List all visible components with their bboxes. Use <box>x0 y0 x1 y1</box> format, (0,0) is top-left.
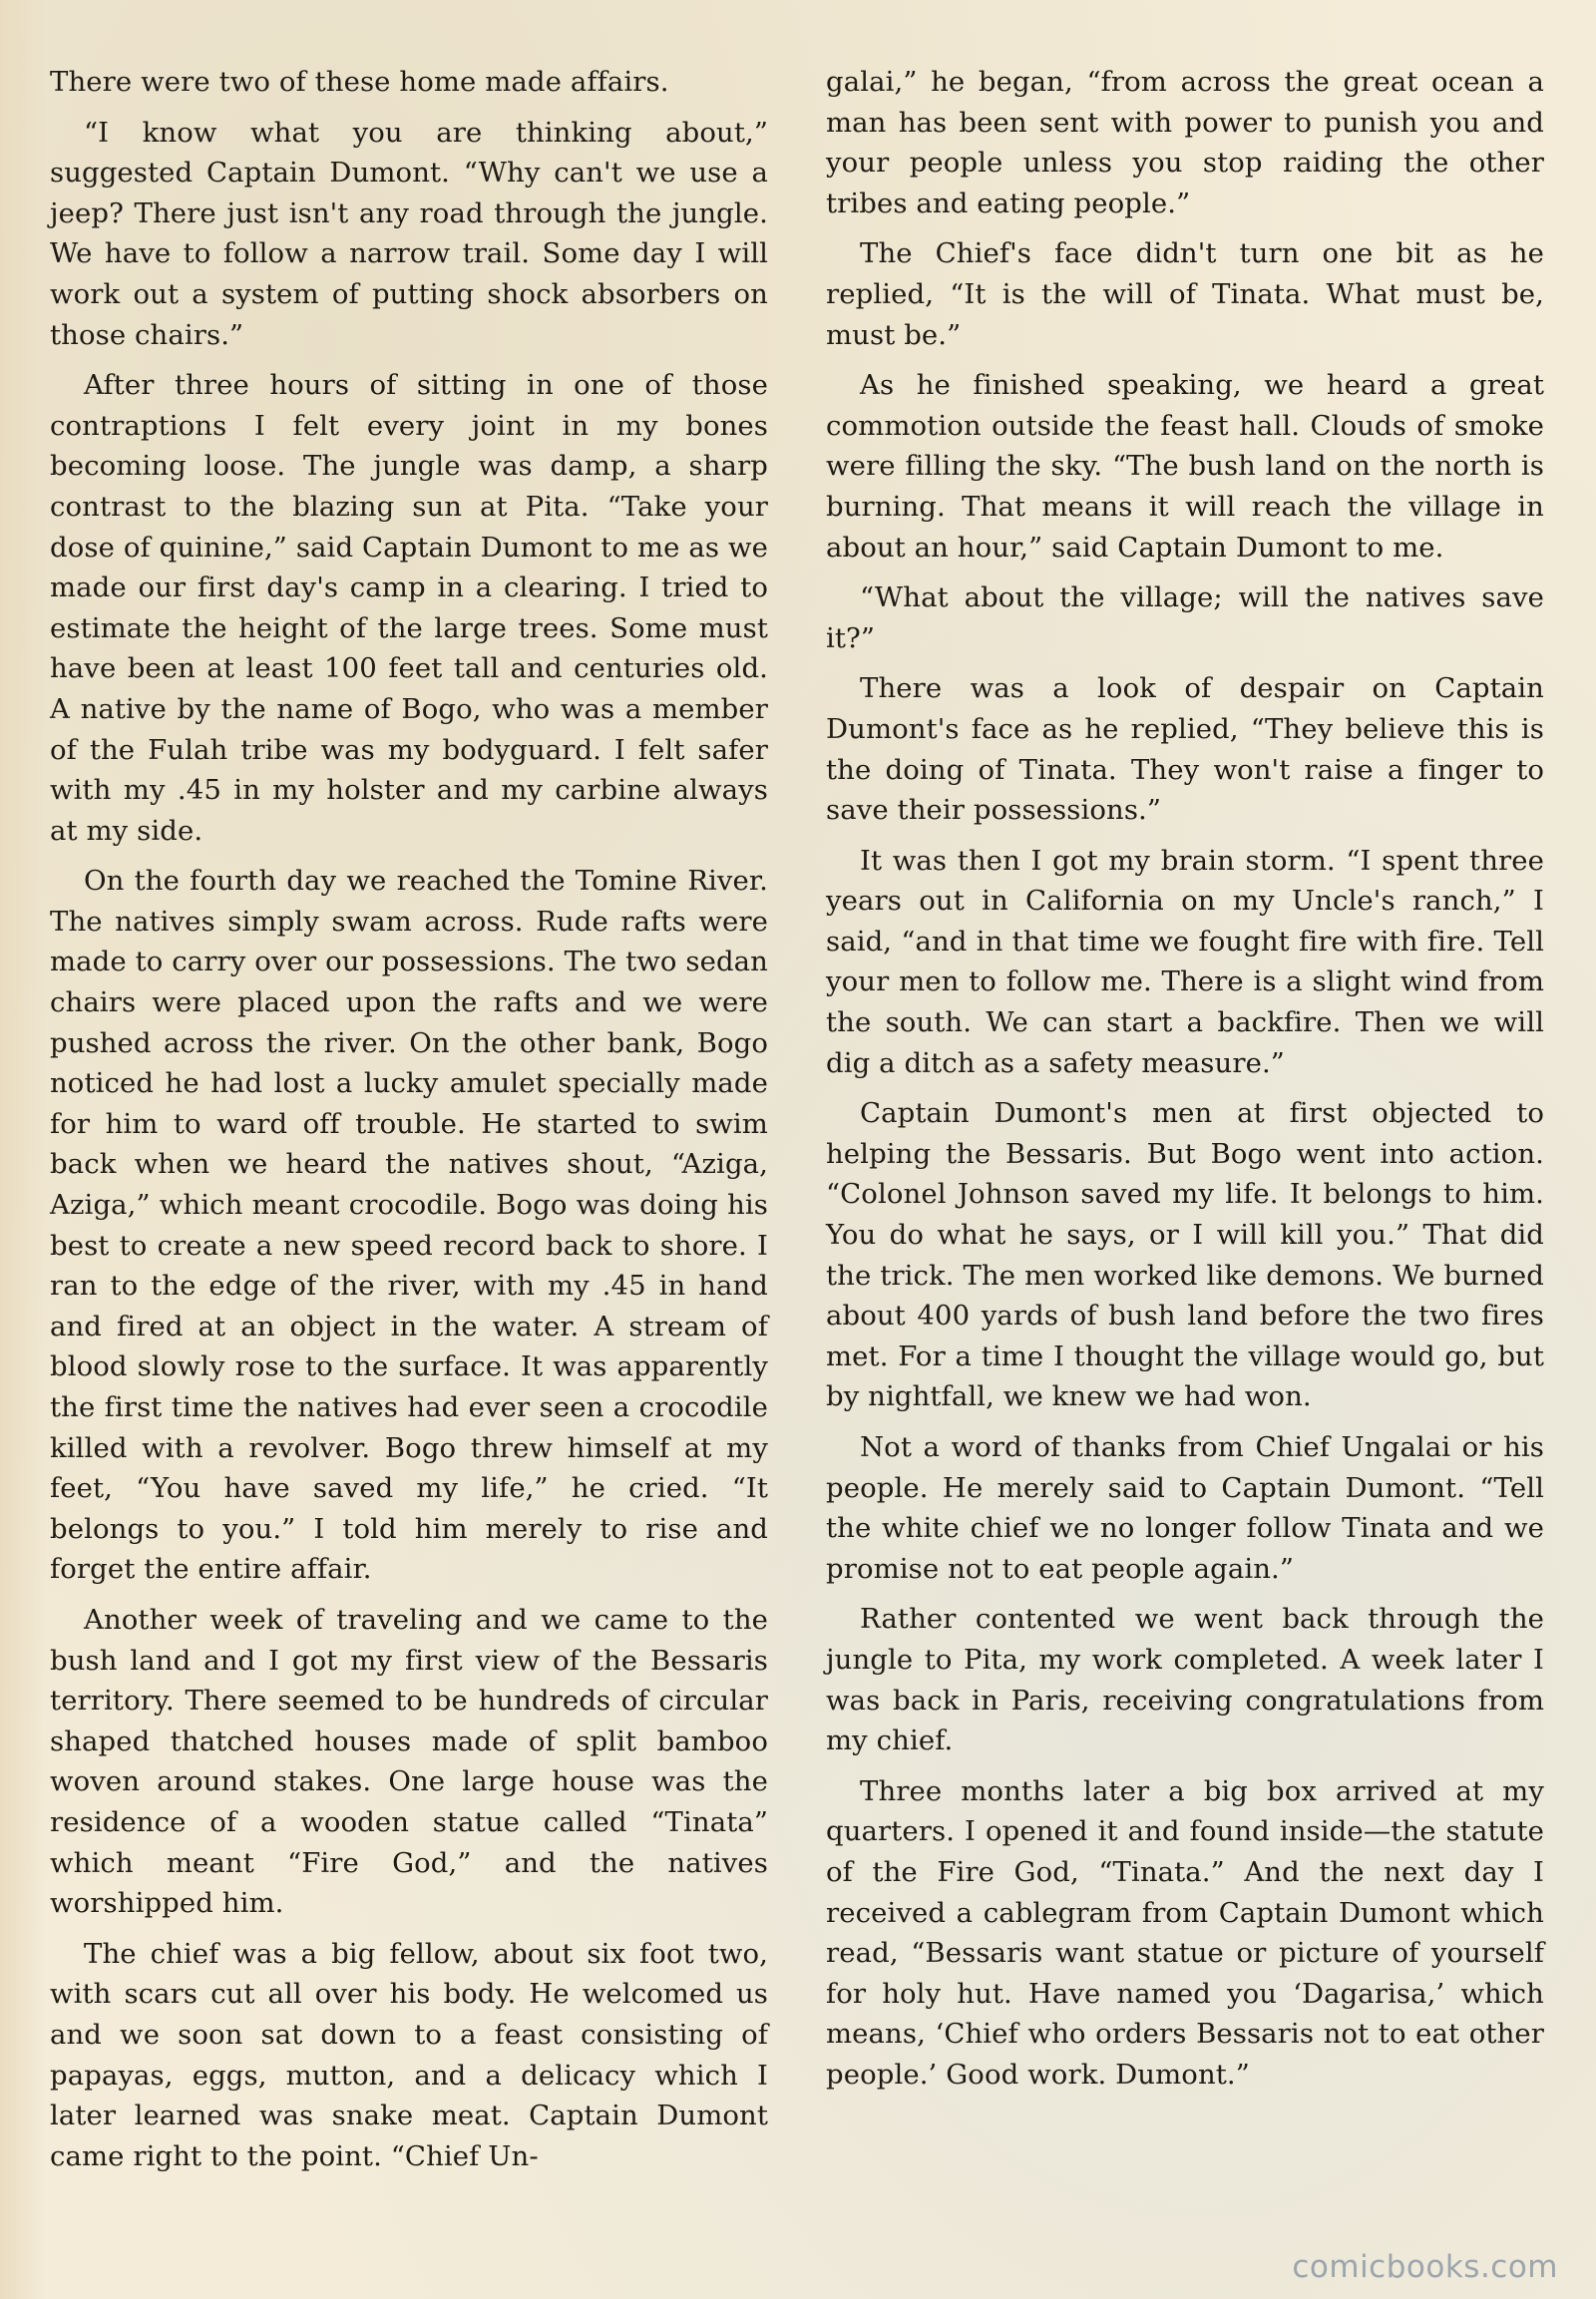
paragraph: Rather contented we went back through the jungle to Pita, my work completed. A week later I was back in Paris, receiving congratulations from my chief. <box>826 1603 1544 1757</box>
paragraph: “I know what you are thinking about,” suggested Captain Dumont. “Why can't we use a jeep? There just isn't any road through the jungle. We have to follow a narrow trail. Some day I will work out a system of putting shock absorbers on those chairs.” <box>50 116 768 351</box>
paragraph: “What about the village; will the natives save it?” <box>826 581 1544 654</box>
paragraph: It was then I got my brain storm. “I spent three years out in California on my Uncle's ranch,” I said, “and in that time we fought fire with fire. Tell your men to follow me. There is a slight wind from the south. We can start a backfire. Then we will dig a ditch as a safety measure.” <box>826 844 1544 1079</box>
paragraph: As he finished speaking, we heard a great commotion outside the feast hall. Clouds of smoke were filling the sky. “The bush land on the north is burning. That means it will reach the village in about an hour,” said Captain Dumont to me. <box>826 369 1544 564</box>
paragraph: The Chief's face didn't turn one bit as he replied, “It is the will of Tinata. What must be, must be.” <box>826 237 1544 351</box>
paragraph: After three hours of sitting in one of those contraptions I felt every joint in my bones becoming loose. The jungle was damp, a sharp contrast to the blazing sun at Pita. “Take your dose of quinine,” said Captain Dumont to me as we made our first day's camp in a clearing. I tried to estimate the height of the large trees. Some must have been at least 100 feet tall and centuries old. A native by the name of Bogo, who was a member of the Fulah tribe was my bodyguard. I felt safer with my .45 in my holster and my carbine always at my side. <box>50 369 768 847</box>
paragraph: Three months later a big box arrived at my quarters. I opened it and found inside—the statute of the Fire God, “Tinata.” And the next day I received a cablegram from Captain Dumont which read, “Bessaris want statue or picture of yourself for holy hut. Have named you ‘Dagarisa,’ which means, ‘Chief who orders Bessaris not to eat other people.’ Good work. Dumont.” <box>826 1774 1544 2091</box>
paragraph: The chief was a big fellow, about six foot two, with scars cut all over his body. He welcomed us and we soon sat down to a feast consisting of papayas, eggs, mutton, and a delicacy which I later learned was snake meat. Captain Dumont came right to the point. “Chief Un- <box>50 1937 768 2172</box>
paragraph: galai,” he began, “from across the great ocean a man has been sent with power to punish you and your people unless you stop raiding the other tribes and eating people.” <box>826 66 1544 219</box>
page-edge-shadow <box>0 0 46 2299</box>
paragraph: Captain Dumont's men at first objected to helping the Bessaris. But Bogo went into action. “Colonel Johnson saved my life. It belongs to him. You do what he says, or I will kill you.” That did the trick. The men worked like demons. We burned about 400 yards of bush land before the two fires met. For a time I thought the village would go, but by nightfall, we knew we had won. <box>826 1097 1544 1413</box>
paragraph: On the fourth day we reached the Tomine River. The natives simply swam across. Rude rafts were made to carry over our possessions. The two sedan chairs were placed upon the rafts and we were pushed across the river. On the other bank, Bogo noticed he had lost a lucky amulet specially made for him to ward off trouble. He started to swim back when we heard the natives shout, “Aziga, Aziga,” which meant crocodile. Bogo was doing his best to create a new speed record back to shore. I ran to the edge of the river, with my .45 in hand and fired at an object in the water. A stream of blood slowly rose to the surface. It was apparently the first time the natives had ever seen a crocodile killed with a revolver. Bogo threw himself at my feet, “You have saved my life,” he cried. “It belongs to you.” I told him merely to rise and forget the entire affair. <box>50 865 768 1586</box>
paragraph: Not a word of thanks from Chief Ungalai or his people. He merely said to Captain Dumont. “Tell the white chief we no longer follow Tinata and we promise not to eat people again.” <box>826 1431 1544 1585</box>
site-watermark: comicbooks.com <box>1292 2249 1558 2285</box>
right-text-column <box>826 62 1544 2106</box>
left-text-column <box>50 62 768 2186</box>
paragraph: There was a look of despair on Captain Dumont's face as he replied, “They believe this is the doing of Tinata. They won't raise a finger to save their possessions.” <box>826 672 1544 827</box>
paragraph: There were two of these home made affairs. <box>50 66 669 98</box>
paragraph: Another week of traveling and we came to the bush land and I got my first view of the Bessaris territory. There seemed to be hundreds of circular shaped thatched houses made of split bamboo woven around stakes. One large house was the residence of a wooden statue called “Tinata” which meant “Fire God,” and the natives worshipped him. <box>50 1603 768 1920</box>
